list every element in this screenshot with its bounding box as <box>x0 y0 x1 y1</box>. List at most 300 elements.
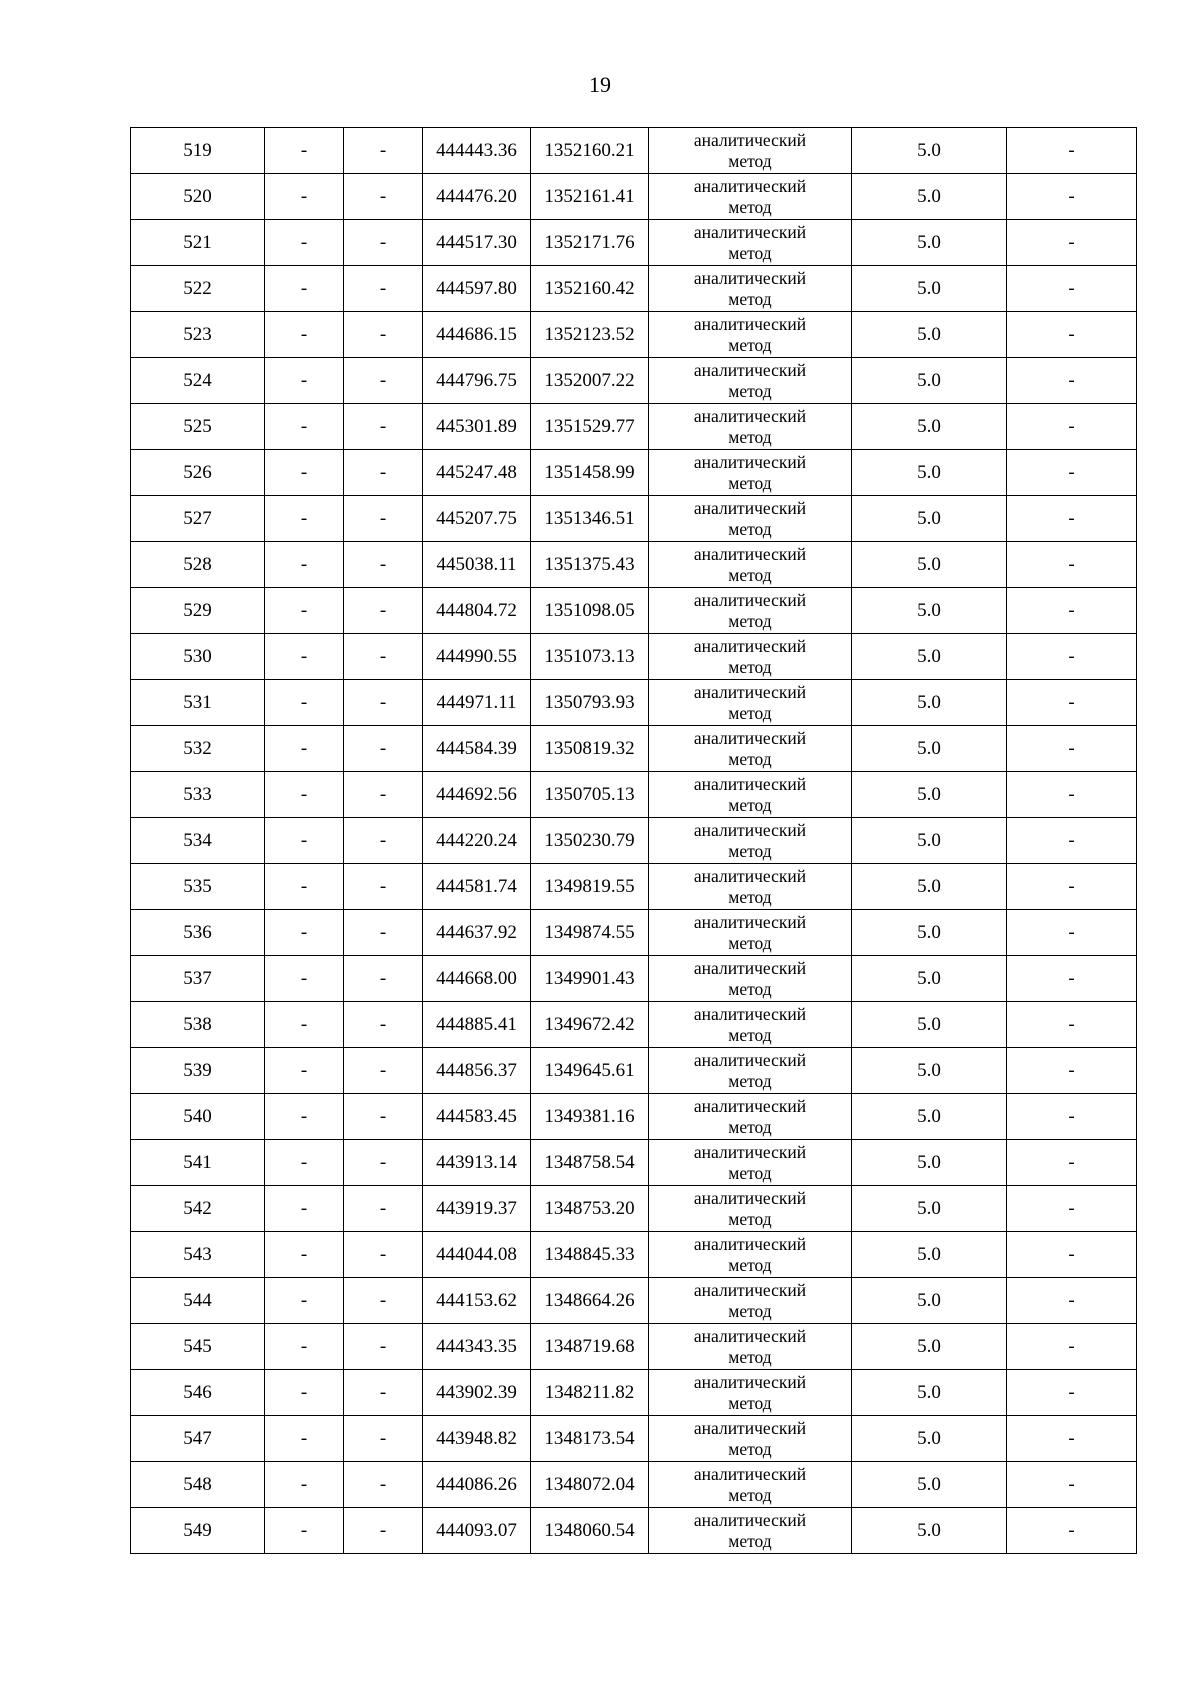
method-cell <box>649 174 852 220</box>
method-text-line2: метод <box>728 426 772 447</box>
precision-cell: 5.0 <box>852 634 1007 680</box>
method-text-line1: аналитический <box>693 1463 807 1484</box>
dash-cell: - <box>265 174 344 220</box>
x-coordinate-cell: 444581.74 <box>423 864 531 910</box>
x-coordinate-cell: 443902.39 <box>423 1370 531 1416</box>
point-number-cell: 524 <box>131 358 265 404</box>
precision-cell: 5.0 <box>852 128 1007 174</box>
x-coordinate-cell: 445301.89 <box>423 404 531 450</box>
y-coordinate-cell: 1351098.05 <box>531 588 649 634</box>
x-coordinate-cell: 444990.55 <box>423 634 531 680</box>
dash-cell: - <box>1007 404 1137 450</box>
method-text-line2: метод <box>728 1392 772 1413</box>
y-coordinate-cell: 1350793.93 <box>531 680 649 726</box>
precision-cell: 5.0 <box>852 726 1007 772</box>
method-cell <box>649 634 852 680</box>
method-text-line2: метод <box>728 1024 772 1045</box>
precision-cell: 5.0 <box>852 1002 1007 1048</box>
method-text-line2: метод <box>728 334 772 355</box>
dash-cell: - <box>265 266 344 312</box>
y-coordinate-cell: 1351529.77 <box>531 404 649 450</box>
x-coordinate-cell: 444044.08 <box>423 1232 531 1278</box>
x-coordinate-cell: 444856.37 <box>423 1048 531 1094</box>
dash-cell: - <box>265 1370 344 1416</box>
dash-cell: - <box>265 128 344 174</box>
method-cell <box>649 1048 852 1094</box>
x-coordinate-cell: 444086.26 <box>423 1462 531 1508</box>
point-number-cell: 520 <box>131 174 265 220</box>
precision-cell: 5.0 <box>852 1508 1007 1554</box>
point-number-cell: 546 <box>131 1370 265 1416</box>
dash-cell: - <box>344 680 423 726</box>
dash-cell: - <box>344 910 423 956</box>
table-row <box>131 1232 1137 1278</box>
method-text-line2: метод <box>728 564 772 585</box>
dash-cell: - <box>265 634 344 680</box>
dash-cell: - <box>1007 818 1137 864</box>
dash-cell: - <box>265 1324 344 1370</box>
method-text-line1: аналитический <box>693 1095 807 1116</box>
point-number-cell: 531 <box>131 680 265 726</box>
point-number-cell: 538 <box>131 1002 265 1048</box>
dash-cell: - <box>1007 1416 1137 1462</box>
precision-cell: 5.0 <box>852 404 1007 450</box>
dash-cell: - <box>1007 910 1137 956</box>
method-text-line2: метод <box>728 932 772 953</box>
method-cell <box>649 1416 852 1462</box>
y-coordinate-cell: 1351346.51 <box>531 496 649 542</box>
dash-cell: - <box>265 1416 344 1462</box>
method-cell <box>649 588 852 634</box>
method-cell <box>649 726 852 772</box>
table-row <box>131 680 1137 726</box>
dash-cell: - <box>1007 1094 1137 1140</box>
method-cell <box>649 128 852 174</box>
point-number-cell: 533 <box>131 772 265 818</box>
dash-cell: - <box>1007 1324 1137 1370</box>
dash-cell: - <box>265 1002 344 1048</box>
dash-cell: - <box>344 128 423 174</box>
table-row <box>131 956 1137 1002</box>
dash-cell: - <box>344 404 423 450</box>
table-row <box>131 1048 1137 1094</box>
precision-cell: 5.0 <box>852 772 1007 818</box>
dash-cell: - <box>344 1232 423 1278</box>
table-row <box>131 312 1137 358</box>
table-row <box>131 1140 1137 1186</box>
point-number-cell: 530 <box>131 634 265 680</box>
method-text-line1: аналитический <box>693 957 807 978</box>
table-row <box>131 496 1137 542</box>
y-coordinate-cell: 1352161.41 <box>531 174 649 220</box>
page-number: 19 <box>589 72 611 97</box>
y-coordinate-cell: 1348211.82 <box>531 1370 649 1416</box>
method-text-line1: аналитический <box>693 911 807 932</box>
x-coordinate-cell: 444476.20 <box>423 174 531 220</box>
dash-cell: - <box>265 1186 344 1232</box>
x-coordinate-cell: 444668.00 <box>423 956 531 1002</box>
precision-cell: 5.0 <box>852 542 1007 588</box>
point-number-cell: 540 <box>131 1094 265 1140</box>
y-coordinate-cell: 1348072.04 <box>531 1462 649 1508</box>
method-cell <box>649 1094 852 1140</box>
precision-cell: 5.0 <box>852 680 1007 726</box>
table-row <box>131 726 1137 772</box>
point-number-cell: 527 <box>131 496 265 542</box>
method-text-line1: аналитический <box>693 1003 807 1024</box>
table-row <box>131 864 1137 910</box>
method-text-line2: метод <box>728 886 772 907</box>
precision-cell: 5.0 <box>852 1232 1007 1278</box>
point-number-cell: 529 <box>131 588 265 634</box>
x-coordinate-cell: 444153.62 <box>423 1278 531 1324</box>
precision-cell: 5.0 <box>852 496 1007 542</box>
dash-cell: - <box>1007 128 1137 174</box>
y-coordinate-cell: 1348664.26 <box>531 1278 649 1324</box>
dash-cell: - <box>265 542 344 588</box>
table-row <box>131 128 1137 174</box>
precision-cell: 5.0 <box>852 588 1007 634</box>
table-row <box>131 404 1137 450</box>
method-text-line2: метод <box>728 1208 772 1229</box>
method-text-line1: аналитический <box>693 1325 807 1346</box>
y-coordinate-cell: 1350819.32 <box>531 726 649 772</box>
y-coordinate-cell: 1348845.33 <box>531 1232 649 1278</box>
table-row <box>131 1002 1137 1048</box>
method-text-line1: аналитический <box>693 1141 807 1162</box>
dash-cell: - <box>1007 542 1137 588</box>
dash-cell: - <box>1007 956 1137 1002</box>
dash-cell: - <box>344 634 423 680</box>
method-cell <box>649 1232 852 1278</box>
point-number-cell: 541 <box>131 1140 265 1186</box>
x-coordinate-cell: 444971.11 <box>423 680 531 726</box>
dash-cell: - <box>265 358 344 404</box>
y-coordinate-cell: 1348753.20 <box>531 1186 649 1232</box>
point-number-cell: 528 <box>131 542 265 588</box>
method-text-line1: аналитический <box>693 819 807 840</box>
table-row <box>131 220 1137 266</box>
precision-cell: 5.0 <box>852 1416 1007 1462</box>
dash-cell: - <box>1007 1278 1137 1324</box>
point-number-cell: 543 <box>131 1232 265 1278</box>
table-row <box>131 450 1137 496</box>
dash-cell: - <box>1007 680 1137 726</box>
method-cell <box>649 1140 852 1186</box>
y-coordinate-cell: 1348173.54 <box>531 1416 649 1462</box>
dash-cell: - <box>344 1186 423 1232</box>
table-row <box>131 910 1137 956</box>
method-text-line1: аналитический <box>693 451 807 472</box>
method-text-line2: метод <box>728 1530 772 1551</box>
method-cell <box>649 864 852 910</box>
method-cell <box>649 358 852 404</box>
method-cell <box>649 266 852 312</box>
method-text-line1: аналитический <box>693 267 807 288</box>
method-cell <box>649 956 852 1002</box>
y-coordinate-cell: 1349645.61 <box>531 1048 649 1094</box>
method-text-line1: аналитический <box>693 1233 807 1254</box>
method-text-line2: метод <box>728 1254 772 1275</box>
point-number-cell: 548 <box>131 1462 265 1508</box>
dash-cell: - <box>265 1232 344 1278</box>
y-coordinate-cell: 1350230.79 <box>531 818 649 864</box>
y-coordinate-cell: 1351458.99 <box>531 450 649 496</box>
precision-cell: 5.0 <box>852 266 1007 312</box>
point-number-cell: 545 <box>131 1324 265 1370</box>
dash-cell: - <box>1007 588 1137 634</box>
x-coordinate-cell: 444583.45 <box>423 1094 531 1140</box>
dash-cell: - <box>344 726 423 772</box>
dash-cell: - <box>344 1370 423 1416</box>
precision-cell: 5.0 <box>852 1278 1007 1324</box>
method-text-line1: аналитический <box>693 175 807 196</box>
dash-cell: - <box>1007 312 1137 358</box>
method-text-line2: метод <box>728 196 772 217</box>
dash-cell: - <box>265 1048 344 1094</box>
method-text-line1: аналитический <box>693 589 807 610</box>
dash-cell: - <box>265 404 344 450</box>
table-row <box>131 1508 1137 1554</box>
dash-cell: - <box>1007 174 1137 220</box>
dash-cell: - <box>344 1140 423 1186</box>
y-coordinate-cell: 1349819.55 <box>531 864 649 910</box>
method-text-line2: метод <box>728 1070 772 1091</box>
dash-cell: - <box>265 1278 344 1324</box>
method-cell <box>649 496 852 542</box>
dash-cell: - <box>1007 266 1137 312</box>
method-text-line1: аналитический <box>693 1371 807 1392</box>
table-row <box>131 1094 1137 1140</box>
dash-cell: - <box>344 542 423 588</box>
y-coordinate-cell: 1349901.43 <box>531 956 649 1002</box>
dash-cell: - <box>265 1094 344 1140</box>
dash-cell: - <box>1007 634 1137 680</box>
precision-cell: 5.0 <box>852 956 1007 1002</box>
table-row <box>131 1416 1137 1462</box>
x-coordinate-cell: 443948.82 <box>423 1416 531 1462</box>
dash-cell: - <box>1007 864 1137 910</box>
precision-cell: 5.0 <box>852 1370 1007 1416</box>
y-coordinate-cell: 1352171.76 <box>531 220 649 266</box>
point-number-cell: 532 <box>131 726 265 772</box>
table-row <box>131 358 1137 404</box>
y-coordinate-cell: 1349381.16 <box>531 1094 649 1140</box>
point-number-cell: 544 <box>131 1278 265 1324</box>
precision-cell: 5.0 <box>852 312 1007 358</box>
method-text-line1: аналитический <box>693 405 807 426</box>
method-text-line2: метод <box>728 978 772 999</box>
y-coordinate-cell: 1351375.43 <box>531 542 649 588</box>
x-coordinate-cell: 444597.80 <box>423 266 531 312</box>
y-coordinate-cell: 1349672.42 <box>531 1002 649 1048</box>
method-text-line2: метод <box>728 242 772 263</box>
dash-cell: - <box>344 956 423 1002</box>
point-number-cell: 525 <box>131 404 265 450</box>
point-number-cell: 549 <box>131 1508 265 1554</box>
dash-cell: - <box>344 1416 423 1462</box>
dash-cell: - <box>344 220 423 266</box>
point-number-cell: 535 <box>131 864 265 910</box>
x-coordinate-cell: 444443.36 <box>423 128 531 174</box>
method-text-line2: метод <box>728 794 772 815</box>
method-text-line1: аналитический <box>693 1417 807 1438</box>
dash-cell: - <box>265 220 344 266</box>
y-coordinate-cell: 1350705.13 <box>531 772 649 818</box>
dash-cell: - <box>265 496 344 542</box>
x-coordinate-cell: 445207.75 <box>423 496 531 542</box>
method-cell <box>649 1278 852 1324</box>
table-row <box>131 1462 1137 1508</box>
dash-cell: - <box>1007 1002 1137 1048</box>
dash-cell: - <box>1007 1140 1137 1186</box>
method-cell <box>649 1324 852 1370</box>
precision-cell: 5.0 <box>852 1048 1007 1094</box>
method-cell <box>649 680 852 726</box>
method-text-line1: аналитический <box>693 727 807 748</box>
x-coordinate-cell: 443913.14 <box>423 1140 531 1186</box>
dash-cell: - <box>344 1278 423 1324</box>
precision-cell: 5.0 <box>852 1140 1007 1186</box>
dash-cell: - <box>1007 772 1137 818</box>
method-text-line2: метод <box>728 1484 772 1505</box>
dash-cell: - <box>344 358 423 404</box>
method-text-line2: метод <box>728 1346 772 1367</box>
point-number-cell: 539 <box>131 1048 265 1094</box>
y-coordinate-cell: 1352160.21 <box>531 128 649 174</box>
dash-cell: - <box>1007 1232 1137 1278</box>
point-number-cell: 523 <box>131 312 265 358</box>
method-text-line1: аналитический <box>693 1187 807 1208</box>
precision-cell: 5.0 <box>852 818 1007 864</box>
x-coordinate-cell: 444517.30 <box>423 220 531 266</box>
dash-cell: - <box>344 864 423 910</box>
y-coordinate-cell: 1351073.13 <box>531 634 649 680</box>
method-cell <box>649 1508 852 1554</box>
precision-cell: 5.0 <box>852 220 1007 266</box>
x-coordinate-cell: 444220.24 <box>423 818 531 864</box>
method-text-line1: аналитический <box>693 1509 807 1530</box>
precision-cell: 5.0 <box>852 358 1007 404</box>
method-cell <box>649 1370 852 1416</box>
dash-cell: - <box>1007 358 1137 404</box>
table-row <box>131 634 1137 680</box>
precision-cell: 5.0 <box>852 1462 1007 1508</box>
point-number-cell: 534 <box>131 818 265 864</box>
dash-cell: - <box>1007 1370 1137 1416</box>
dash-cell: - <box>265 1508 344 1554</box>
dash-cell: - <box>265 312 344 358</box>
method-text-line2: метод <box>728 150 772 171</box>
dash-cell: - <box>265 450 344 496</box>
method-text-line2: метод <box>728 1300 772 1321</box>
x-coordinate-cell: 444093.07 <box>423 1508 531 1554</box>
method-text-line1: аналитический <box>693 865 807 886</box>
y-coordinate-cell: 1348060.54 <box>531 1508 649 1554</box>
coordinates-table <box>130 127 1137 1554</box>
x-coordinate-cell: 444804.72 <box>423 588 531 634</box>
x-coordinate-cell: 444637.92 <box>423 910 531 956</box>
dash-cell: - <box>344 1002 423 1048</box>
method-text-line1: аналитический <box>693 313 807 334</box>
x-coordinate-cell: 444686.15 <box>423 312 531 358</box>
dash-cell: - <box>265 726 344 772</box>
method-text-line2: метод <box>728 610 772 631</box>
dash-cell: - <box>344 1324 423 1370</box>
method-text-line2: метод <box>728 472 772 493</box>
method-text-line2: метод <box>728 380 772 401</box>
method-text-line1: аналитический <box>693 773 807 794</box>
dash-cell: - <box>344 1048 423 1094</box>
method-text-line1: аналитический <box>693 543 807 564</box>
dash-cell: - <box>344 450 423 496</box>
table-row <box>131 1278 1137 1324</box>
dash-cell: - <box>344 818 423 864</box>
x-coordinate-cell: 443919.37 <box>423 1186 531 1232</box>
method-text-line1: аналитический <box>693 681 807 702</box>
table-row <box>131 1186 1137 1232</box>
method-text-line1: аналитический <box>693 359 807 380</box>
dash-cell: - <box>265 1462 344 1508</box>
dash-cell: - <box>344 496 423 542</box>
y-coordinate-cell: 1348758.54 <box>531 1140 649 1186</box>
method-cell <box>649 772 852 818</box>
dash-cell: - <box>1007 1186 1137 1232</box>
method-text-line2: метод <box>728 1116 772 1137</box>
method-cell <box>649 910 852 956</box>
table-row <box>131 772 1137 818</box>
method-cell <box>649 450 852 496</box>
dash-cell: - <box>1007 496 1137 542</box>
method-cell <box>649 312 852 358</box>
dash-cell: - <box>265 956 344 1002</box>
dash-cell: - <box>344 1094 423 1140</box>
dash-cell: - <box>265 864 344 910</box>
dash-cell: - <box>344 266 423 312</box>
method-cell <box>649 542 852 588</box>
table-row <box>131 588 1137 634</box>
dash-cell: - <box>265 910 344 956</box>
x-coordinate-cell: 445038.11 <box>423 542 531 588</box>
precision-cell: 5.0 <box>852 910 1007 956</box>
dash-cell: - <box>265 1140 344 1186</box>
table-row <box>131 266 1137 312</box>
y-coordinate-cell: 1352160.42 <box>531 266 649 312</box>
dash-cell: - <box>1007 450 1137 496</box>
method-text-line2: метод <box>728 840 772 861</box>
point-number-cell: 526 <box>131 450 265 496</box>
method-cell <box>649 1462 852 1508</box>
method-text-line1: аналитический <box>693 129 807 150</box>
point-number-cell: 547 <box>131 1416 265 1462</box>
method-text-line2: метод <box>728 1438 772 1459</box>
method-text-line2: метод <box>728 1162 772 1183</box>
dash-cell: - <box>344 1508 423 1554</box>
dash-cell: - <box>265 818 344 864</box>
dash-cell: - <box>1007 726 1137 772</box>
table-row <box>131 1370 1137 1416</box>
method-text-line2: метод <box>728 288 772 309</box>
dash-cell: - <box>1007 1462 1137 1508</box>
method-cell <box>649 220 852 266</box>
method-text-line1: аналитический <box>693 221 807 242</box>
method-text-line1: аналитический <box>693 1049 807 1070</box>
dash-cell: - <box>1007 220 1137 266</box>
x-coordinate-cell: 444796.75 <box>423 358 531 404</box>
precision-cell: 5.0 <box>852 1324 1007 1370</box>
x-coordinate-cell: 445247.48 <box>423 450 531 496</box>
method-text-line1: аналитический <box>693 497 807 518</box>
